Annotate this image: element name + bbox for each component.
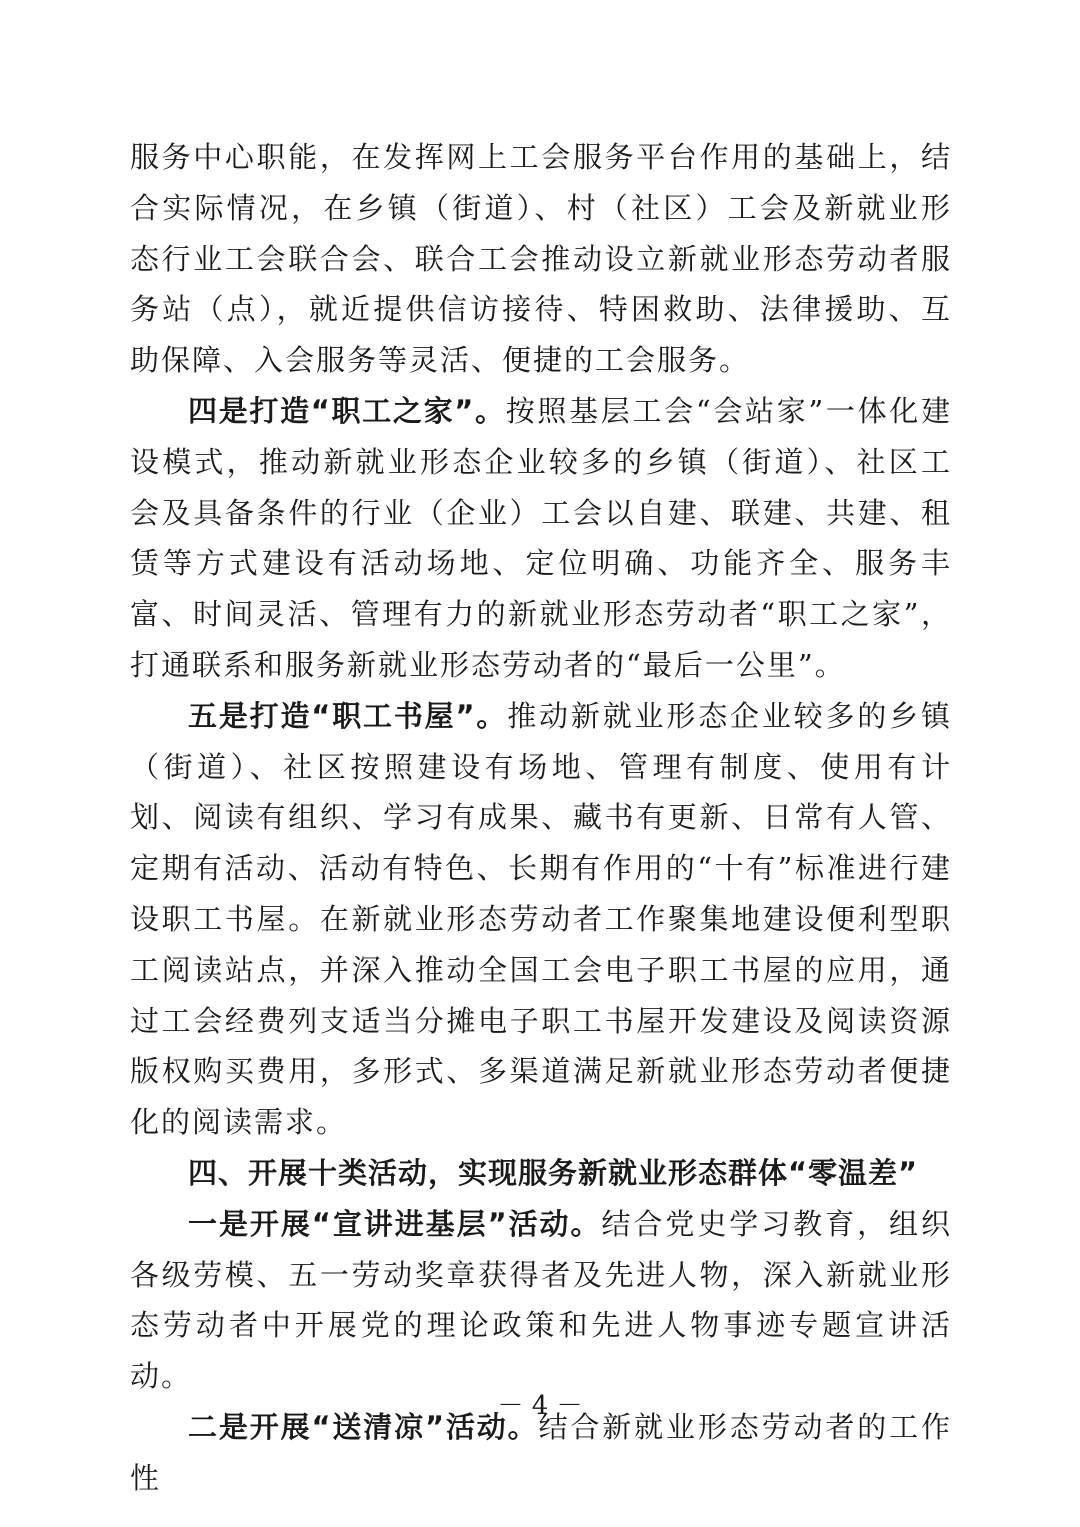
paragraph-lead: 四是打造“职工之家”。 [188, 393, 506, 428]
paragraph-lead: 一是开展“宣讲进基层”活动。 [188, 1206, 602, 1241]
paragraph-workers-home [130, 386, 952, 691]
section-heading: 四、开展十类活动，实现服务新就业形态群体“零温差” [188, 1155, 919, 1190]
paragraph-service-center [130, 132, 952, 386]
paragraph-workers-library [130, 691, 952, 1148]
page-number: － 4 － [497, 1391, 583, 1421]
paragraph-lead: 二是开展“送清凉”活动。 [188, 1409, 539, 1444]
paragraph-body: 推动新就业形态企业较多的乡镇（街道）、社区按照建设有场地、管理有制度、使用有计划、阅读有组织、学习有成果、藏书有更新、日常有人管、定期有活动、活动有特色、长期有作用的“十有”标准进行建设职工书屋。在新就业形态劳动者工作聚集地建设便利型职工阅读站点，并深入推动全国工会电子职工书屋的应用，通过工会经费列支适当分摊电子职工书屋开发建设及阅读资源版权购买费用，多形式、多渠道满足新就业形态劳动者便捷化的阅读需求。 [130, 698, 952, 1140]
paragraph-body: 按照基层工会“会站家”一体化建设模式，推动新就业形态企业较多的乡镇（街道）、社区工会及具备条件的行业（企业）工会以自建、联建、共建、租赁等方式建设有活动场地、定位明确、功能齐全、服务丰富、时间灵活、管理有力的新就业形态劳动者“职工之家”，打通联系和服务新就业形态劳动者的“最后一公里”。 [130, 393, 952, 682]
paragraph-activity-lectures [130, 1199, 952, 1402]
paragraph-body: 结合新就业形态劳动者的工作性 [130, 1409, 952, 1495]
paragraph-body: 服务中心职能，在发挥网上工会服务平台作用的基础上，结合实际情况，在乡镇（街道）、村（社区）工会及新就业形态行业工会联合会、联合工会推动设立新就业形态劳动者服务站（点），就近提供信访接待、特困救助、法律援助、互助保障、入会服务等灵活、便捷的工会服务。 [130, 140, 952, 378]
document-page [130, 132, 952, 1504]
paragraph-body: 结合党史学习教育，组织各级劳模、五一劳动奖章获得者及先进人物，深入新就业形态劳动者中开展党的理论政策和先进人物事迹专题宣讲活动。 [130, 1206, 952, 1394]
paragraph-lead: 五是打造“职工书屋”。 [188, 698, 508, 733]
